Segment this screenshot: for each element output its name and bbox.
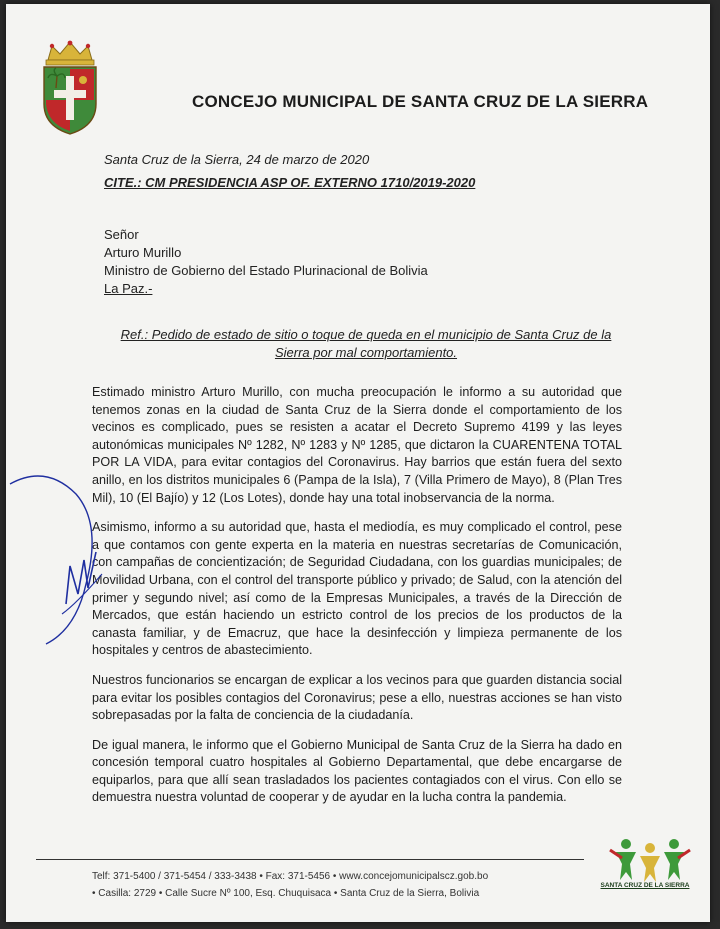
reference-line: Ref.: Pedido de estado de sitio o toque de queda en el municipio de Santa Cruz de la Sierra por mal comportamiento. [120, 327, 612, 360]
addressee-city: La Paz.- [104, 281, 153, 296]
body-paragraph: De igual manera, le informo que el Gobierno Municipal de Santa Cruz de la Sierra ha dado en concesión temporal cuatro hospitales al Gobierno Departamental, que debe encargarse de equiparlos, para que allí sean trasladados los pacientes contagiados con el virus. Con ello se demuestra nuestra voluntad de cooperar y de ayudar en la lucha contra la pandemia. [92, 737, 622, 805]
footer-line-2: • Casilla: 2729 • Calle Sucre Nº 100, Esq. Chuquisaca • Santa Cruz de la Sierra, Bolivia [92, 888, 480, 899]
seal-caption: SANTA CRUZ DE LA SIERRA [600, 882, 690, 889]
footer-line-1: Telf: 371-5400 / 371-5454 / 333-3438 • Fax: 371-5456 • www.concejomunicipalscz.gob.bo [92, 871, 489, 882]
organization-title: CONCEJO MUNICIPAL DE SANTA CRUZ DE LA SIERRA [192, 92, 649, 111]
municipal-people-logo-icon [602, 830, 698, 904]
addressee-salutation: Señor [104, 227, 139, 242]
footer-divider [36, 859, 584, 860]
letter-body [92, 384, 622, 819]
addressee-block [104, 226, 428, 298]
handwritten-signature [6, 454, 126, 654]
coat-of-arms-icon [36, 40, 104, 136]
body-paragraph: Asimismo, informo a su autoridad que, hasta el mediodía, es muy complicado el control, pese a que contamos con gente experta en la materia en nuestras secretarías de Comunicación, con campañas de concientización; de Seguridad Ciudadana, con los guardias municipales; de Movilidad Urbana, con el control del transporte público y privado; de Salud, con la atención del primer y segundo nivel; así como de la Empresas Municipales, a través de la Dirección de Mercados, que están haciendo un estricto control de los precios de los productos de la canasta familiar, y de Emacruz, que hace la desinfección y limpieza permanente de los hospitales y centros de abastecimiento. [92, 520, 622, 658]
body-paragraph: Nuestros funcionarios se encargan de explicar a los vecinos para que guarden distancia social para evitar los posibles contagios del Coronavirus; pese a ello, nuestras acciones se han visto sobrepasadas por la falta de conciencia de la ciudadanía. [92, 672, 622, 723]
letter-page [6, 4, 710, 922]
body-paragraph: Estimado ministro Arturo Murillo, con mucha preocupación le informo a su autoridad que tenemos zonas en la ciudad de Santa Cruz de la Sierra donde el comportamiento de los vecinos es complicado, pues se resisten a acatar el Decreto Supremo 4199 y las leyes autonómicas municipales Nº 1282, Nº 1283 y Nº 1285, que dictaron la CUARENTENA TOTAL POR LA VIDA, para evitar contagios del Coronavirus. Hay barrios que están fuera del sexto anillo, en los distritos municipales 6 (Pampa de la Isla), 7 (Villa Primero de Mayo), 8 (Plan Tres Mil), 10 (El Bajío) y 12 (Los Lotes), donde hay una total inobservancia de la norma. [92, 385, 622, 505]
footer-contact [92, 868, 572, 902]
date-line: Santa Cruz de la Sierra, 24 de marzo de 2020 [104, 152, 370, 167]
cite-reference: CITE.: CM PRESIDENCIA ASP OF. EXTERNO 1710/2019-2020 [104, 175, 476, 190]
addressee-position: Ministro de Gobierno del Estado Plurinacional de Bolivia [104, 263, 428, 278]
addressee-name: Arturo Murillo [104, 245, 182, 260]
